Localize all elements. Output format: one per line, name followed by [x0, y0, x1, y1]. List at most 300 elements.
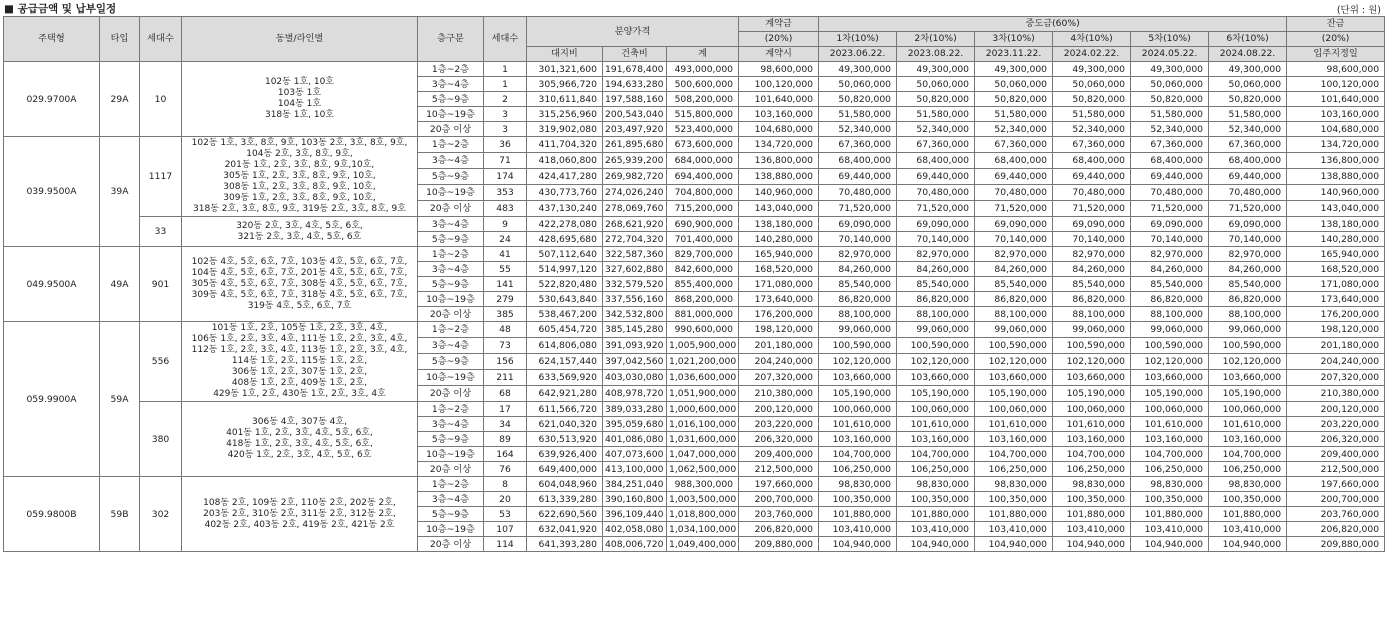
land-cost-cell: 422,278,080: [527, 217, 603, 232]
header-balance-when: 입주지정일: [1287, 47, 1385, 62]
row-households-cell: 385: [484, 307, 527, 322]
building-cost-cell: 403,030,080: [603, 370, 667, 386]
middle3-cell: 104,700,000: [975, 447, 1053, 462]
middle2-cell: 85,540,000: [897, 277, 975, 292]
middle3-cell: 52,340,000: [975, 122, 1053, 137]
middle1-cell: 71,520,000: [819, 201, 897, 217]
building-cost-cell: 397,042,560: [603, 354, 667, 370]
header-building: 건축비: [603, 47, 667, 62]
middle3-cell: 67,360,000: [975, 137, 1053, 153]
land-cost-cell: 301,321,600: [527, 62, 603, 77]
floor-cell: 10층~19층: [418, 522, 484, 537]
dong-line-text: 306동 4호, 307동 4호,: [252, 417, 347, 427]
middle4-cell: 100,060,000: [1053, 402, 1131, 417]
total-price-cell: 990,600,000: [667, 322, 739, 338]
total-price-cell: 523,400,000: [667, 122, 739, 137]
middle6-cell: 85,540,000: [1209, 277, 1287, 292]
middle5-cell: 68,400,000: [1131, 153, 1209, 169]
floor-cell: 5층~9층: [418, 232, 484, 247]
middle3-cell: 71,520,000: [975, 201, 1053, 217]
middle3-cell: 49,300,000: [975, 62, 1053, 77]
total-price-cell: 842,600,000: [667, 262, 739, 277]
middle1-cell: 70,140,000: [819, 232, 897, 247]
middle5-cell: 52,340,000: [1131, 122, 1209, 137]
middle4-cell: 99,060,000: [1053, 322, 1131, 338]
households-cell: 1117: [140, 137, 182, 217]
middle3-cell: 100,350,000: [975, 492, 1053, 507]
middle6-cell: 102,120,000: [1209, 354, 1287, 370]
middle6-cell: 101,610,000: [1209, 417, 1287, 432]
middle5-cell: 67,360,000: [1131, 137, 1209, 153]
building-cost-cell: 396,109,440: [603, 507, 667, 522]
middle4-cell: 70,480,000: [1053, 185, 1131, 201]
total-price-cell: 988,300,000: [667, 477, 739, 492]
floor-cell: 5층~9층: [418, 92, 484, 107]
middle4-cell: 84,260,000: [1053, 262, 1131, 277]
deposit-cell: 173,640,000: [739, 292, 819, 307]
middle6-cell: 67,360,000: [1209, 137, 1287, 153]
row-households-cell: 71: [484, 153, 527, 169]
total-price-cell: 1,005,900,000: [667, 338, 739, 354]
header-d2: 2023.08.22.: [897, 47, 975, 62]
balance-cell: 143,040,000: [1287, 201, 1385, 217]
land-cost-cell: 428,695,680: [527, 232, 603, 247]
row-households-cell: 279: [484, 292, 527, 307]
middle5-cell: 102,120,000: [1131, 354, 1209, 370]
deposit-cell: 165,940,000: [739, 247, 819, 262]
deposit-cell: 212,500,000: [739, 462, 819, 477]
dong-line-text: 305동 4호, 5호, 6호, 7호, 308동 4호, 5호, 6호, 7호,: [191, 278, 408, 289]
dong-line-text: 108동 2호, 109동 2호, 110동 2호, 202동 2호,: [203, 497, 396, 508]
row-households-cell: 53: [484, 507, 527, 522]
total-price-cell: 1,049,400,000: [667, 537, 739, 552]
header-households2: 세대수: [484, 17, 527, 62]
dong-line-text: 201동 1호, 2호, 3호, 8호, 9호,10호,: [224, 160, 375, 170]
row-households-cell: 211: [484, 370, 527, 386]
middle5-cell: 50,060,000: [1131, 77, 1209, 92]
type-cell: 29A: [100, 62, 140, 137]
land-cost-cell: 530,643,840: [527, 292, 603, 307]
floor-cell: 3층~4층: [418, 492, 484, 507]
middle1-cell: 103,410,000: [819, 522, 897, 537]
deposit-cell: 197,660,000: [739, 477, 819, 492]
middle5-cell: 51,580,000: [1131, 107, 1209, 122]
balance-cell: 134,720,000: [1287, 137, 1385, 153]
middle6-cell: 69,440,000: [1209, 169, 1287, 185]
middle5-cell: 106,250,000: [1131, 462, 1209, 477]
balance-cell: 176,200,000: [1287, 307, 1385, 322]
land-cost-cell: 310,611,840: [527, 92, 603, 107]
header-households: 세대수: [140, 17, 182, 62]
dong-line-text: 318동 1호, 10호: [264, 110, 335, 120]
row-households-cell: 24: [484, 232, 527, 247]
row-households-cell: 55: [484, 262, 527, 277]
dong-line-text: 102동 1호, 10호: [264, 77, 335, 87]
header-dong-line: 동별/라인별: [182, 17, 418, 62]
header-house-type: 주택형: [4, 17, 100, 62]
middle6-cell: 98,830,000: [1209, 477, 1287, 492]
middle6-cell: 49,300,000: [1209, 62, 1287, 77]
building-cost-cell: 265,939,200: [603, 153, 667, 169]
land-cost-cell: 418,060,800: [527, 153, 603, 169]
middle1-cell: 104,700,000: [819, 447, 897, 462]
middle4-cell: 70,140,000: [1053, 232, 1131, 247]
middle1-cell: 98,830,000: [819, 477, 897, 492]
middle3-cell: 100,590,000: [975, 338, 1053, 354]
middle2-cell: 98,830,000: [897, 477, 975, 492]
deposit-cell: 200,700,000: [739, 492, 819, 507]
middle4-cell: 104,940,000: [1053, 537, 1131, 552]
deposit-cell: 201,180,000: [739, 338, 819, 354]
middle1-cell: 105,190,000: [819, 386, 897, 402]
deposit-cell: 98,600,000: [739, 62, 819, 77]
row-households-cell: 20: [484, 492, 527, 507]
house-type-cell: 059.9900A: [4, 322, 100, 477]
middle6-cell: 101,880,000: [1209, 507, 1287, 522]
middle5-cell: 103,410,000: [1131, 522, 1209, 537]
dong-line-text: 305동 1호, 2호, 3호, 8호, 9호, 10호,: [223, 171, 376, 181]
deposit-cell: 136,800,000: [739, 153, 819, 169]
deposit-cell: 198,120,000: [739, 322, 819, 338]
middle1-cell: 101,880,000: [819, 507, 897, 522]
balance-cell: 103,160,000: [1287, 107, 1385, 122]
row-households-cell: 1: [484, 62, 527, 77]
households-cell: 33: [140, 217, 182, 247]
building-cost-cell: 408,978,720: [603, 386, 667, 402]
households-cell: 901: [140, 247, 182, 322]
middle5-cell: 69,440,000: [1131, 169, 1209, 185]
balance-cell: 140,960,000: [1287, 185, 1385, 201]
floor-cell: 1층~2층: [418, 62, 484, 77]
land-cost-cell: 430,773,760: [527, 185, 603, 201]
deposit-cell: 134,720,000: [739, 137, 819, 153]
middle6-cell: 105,190,000: [1209, 386, 1287, 402]
header-type: 타입: [100, 17, 140, 62]
building-cost-cell: 269,982,720: [603, 169, 667, 185]
deposit-cell: 176,200,000: [739, 307, 819, 322]
land-cost-cell: 319,902,080: [527, 122, 603, 137]
total-price-cell: 701,400,000: [667, 232, 739, 247]
building-cost-cell: 197,588,160: [603, 92, 667, 107]
middle6-cell: 106,250,000: [1209, 462, 1287, 477]
middle1-cell: 51,580,000: [819, 107, 897, 122]
middle2-cell: 70,140,000: [897, 232, 975, 247]
middle3-cell: 50,060,000: [975, 77, 1053, 92]
middle6-cell: 88,100,000: [1209, 307, 1287, 322]
middle4-cell: 82,970,000: [1053, 247, 1131, 262]
row-households-cell: 36: [484, 137, 527, 153]
middle4-cell: 88,100,000: [1053, 307, 1131, 322]
row-households-cell: 1: [484, 77, 527, 92]
floor-cell: 3층~4층: [418, 77, 484, 92]
dong-line-text: 101동 1호, 2호, 105동 1호, 2호, 3호, 4호,: [211, 323, 388, 333]
middle1-cell: 84,260,000: [819, 262, 897, 277]
row-households-cell: 34: [484, 417, 527, 432]
middle5-cell: 50,820,000: [1131, 92, 1209, 107]
row-households-cell: 89: [484, 432, 527, 447]
row-households-cell: 8: [484, 477, 527, 492]
middle6-cell: 82,970,000: [1209, 247, 1287, 262]
total-price-cell: 1,051,900,000: [667, 386, 739, 402]
middle4-cell: 69,090,000: [1053, 217, 1131, 232]
floor-cell: 20층 이상: [418, 307, 484, 322]
dong-line-text: 104동 1호: [277, 99, 322, 109]
middle6-cell: 50,820,000: [1209, 92, 1287, 107]
row-households-cell: 164: [484, 447, 527, 462]
building-cost-cell: 200,543,040: [603, 107, 667, 122]
middle5-cell: 82,970,000: [1131, 247, 1209, 262]
middle2-cell: 69,440,000: [897, 169, 975, 185]
building-cost-cell: 337,556,160: [603, 292, 667, 307]
header-deposit-when: 계약시: [739, 47, 819, 62]
middle5-cell: 70,480,000: [1131, 185, 1209, 201]
balance-cell: 209,400,000: [1287, 447, 1385, 462]
deposit-cell: 143,040,000: [739, 201, 819, 217]
dong-line-text: 402동 2호, 403동 2호, 419동 2호, 421동 2호: [204, 519, 395, 530]
dong-line-cell: [182, 477, 418, 552]
total-price-cell: 881,000,000: [667, 307, 739, 322]
middle1-cell: 103,660,000: [819, 370, 897, 386]
table-row: [4, 62, 1385, 77]
floor-cell: 3층~4층: [418, 217, 484, 232]
middle3-cell: 103,410,000: [975, 522, 1053, 537]
middle3-cell: 100,060,000: [975, 402, 1053, 417]
table-row: [4, 137, 1385, 153]
middle2-cell: 51,580,000: [897, 107, 975, 122]
dong-line-text: 320동 2호, 3호, 4호, 5호, 6호,: [236, 220, 363, 231]
floor-cell: 1층~2층: [418, 247, 484, 262]
middle6-cell: 68,400,000: [1209, 153, 1287, 169]
total-price-cell: 684,000,000: [667, 153, 739, 169]
building-cost-cell: 274,026,240: [603, 185, 667, 201]
deposit-cell: 210,380,000: [739, 386, 819, 402]
row-households-cell: 3: [484, 107, 527, 122]
land-cost-cell: 538,467,200: [527, 307, 603, 322]
floor-cell: 5층~9층: [418, 507, 484, 522]
type-cell: 49A: [100, 247, 140, 322]
building-cost-cell: 384,251,040: [603, 477, 667, 492]
middle2-cell: 49,300,000: [897, 62, 975, 77]
floor-cell: 3층~4층: [418, 262, 484, 277]
middle6-cell: 104,700,000: [1209, 447, 1287, 462]
building-cost-cell: 407,073,600: [603, 447, 667, 462]
middle5-cell: 105,190,000: [1131, 386, 1209, 402]
balance-cell: 138,880,000: [1287, 169, 1385, 185]
deposit-cell: 104,680,000: [739, 122, 819, 137]
middle2-cell: 104,700,000: [897, 447, 975, 462]
deposit-cell: 103,160,000: [739, 107, 819, 122]
floor-cell: 20층 이상: [418, 462, 484, 477]
land-cost-cell: 633,569,920: [527, 370, 603, 386]
table-header: [4, 17, 1385, 62]
dong-line-text: 112동 1호, 2호, 3호, 4호, 113동 1호, 2호, 3호, 4호,: [191, 345, 408, 355]
middle2-cell: 103,160,000: [897, 432, 975, 447]
total-price-cell: 1,000,600,000: [667, 402, 739, 417]
deposit-cell: 203,220,000: [739, 417, 819, 432]
row-households-cell: 76: [484, 462, 527, 477]
dong-line-cell: [182, 62, 418, 137]
land-cost-cell: 424,417,280: [527, 169, 603, 185]
building-cost-cell: 391,093,920: [603, 338, 667, 354]
middle5-cell: 99,060,000: [1131, 322, 1209, 338]
total-price-cell: 508,200,000: [667, 92, 739, 107]
middle4-cell: 101,610,000: [1053, 417, 1131, 432]
middle6-cell: 103,410,000: [1209, 522, 1287, 537]
middle3-cell: 104,940,000: [975, 537, 1053, 552]
floor-cell: 20층 이상: [418, 201, 484, 217]
header-m5: 5차(10%): [1131, 32, 1209, 47]
header-d3: 2023.11.22.: [975, 47, 1053, 62]
middle1-cell: 103,160,000: [819, 432, 897, 447]
middle5-cell: 85,540,000: [1131, 277, 1209, 292]
middle5-cell: 104,940,000: [1131, 537, 1209, 552]
middle3-cell: 69,440,000: [975, 169, 1053, 185]
table-body: [4, 62, 1385, 552]
middle1-cell: 67,360,000: [819, 137, 897, 153]
middle2-cell: 50,060,000: [897, 77, 975, 92]
floor-cell: 3층~4층: [418, 417, 484, 432]
total-price-cell: 673,600,000: [667, 137, 739, 153]
total-price-cell: 868,200,000: [667, 292, 739, 307]
deposit-cell: 138,180,000: [739, 217, 819, 232]
land-cost-cell: 611,566,720: [527, 402, 603, 417]
middle5-cell: 103,660,000: [1131, 370, 1209, 386]
total-price-cell: 694,400,000: [667, 169, 739, 185]
total-price-cell: 1,062,500,000: [667, 462, 739, 477]
middle2-cell: 100,060,000: [897, 402, 975, 417]
middle5-cell: 104,700,000: [1131, 447, 1209, 462]
middle2-cell: 82,970,000: [897, 247, 975, 262]
dong-line-text: 114동 1호, 2호, 115동 1호, 2호,: [231, 356, 368, 366]
dong-line-cell: [182, 402, 418, 477]
middle5-cell: 101,610,000: [1131, 417, 1209, 432]
middle2-cell: 103,410,000: [897, 522, 975, 537]
middle4-cell: 67,360,000: [1053, 137, 1131, 153]
header-d5: 2024.05.22.: [1131, 47, 1209, 62]
middle4-cell: 71,520,000: [1053, 201, 1131, 217]
middle1-cell: 70,480,000: [819, 185, 897, 201]
middle1-cell: 86,820,000: [819, 292, 897, 307]
middle3-cell: 68,400,000: [975, 153, 1053, 169]
middle6-cell: 69,090,000: [1209, 217, 1287, 232]
middle1-cell: 68,400,000: [819, 153, 897, 169]
middle3-cell: 106,250,000: [975, 462, 1053, 477]
header-price: 분양가격: [527, 17, 739, 47]
middle2-cell: 101,610,000: [897, 417, 975, 432]
middle1-cell: 99,060,000: [819, 322, 897, 338]
land-cost-cell: 514,997,120: [527, 262, 603, 277]
deposit-cell: 207,320,000: [739, 370, 819, 386]
deposit-cell: 204,240,000: [739, 354, 819, 370]
building-cost-cell: 322,587,360: [603, 247, 667, 262]
balance-cell: 206,820,000: [1287, 522, 1385, 537]
middle3-cell: 82,970,000: [975, 247, 1053, 262]
dong-line-cell: [182, 217, 418, 247]
middle1-cell: 49,300,000: [819, 62, 897, 77]
dong-line-text: 408동 1호, 2호, 409동 1호, 2호,: [231, 378, 368, 388]
header-total: 계: [667, 47, 739, 62]
middle4-cell: 100,590,000: [1053, 338, 1131, 354]
deposit-cell: 140,280,000: [739, 232, 819, 247]
middle1-cell: 88,100,000: [819, 307, 897, 322]
page-title: ■ 공급금액 및 납부일정: [4, 3, 117, 15]
land-cost-cell: 315,256,960: [527, 107, 603, 122]
floor-cell: 5층~9층: [418, 169, 484, 185]
middle1-cell: 102,120,000: [819, 354, 897, 370]
middle4-cell: 102,120,000: [1053, 354, 1131, 370]
dong-line-text: 102동 1호, 3호, 8호, 9호, 103동 2호, 3호, 8호, 9호,: [191, 138, 408, 148]
middle1-cell: 69,440,000: [819, 169, 897, 185]
households-cell: 10: [140, 62, 182, 137]
row-households-cell: 353: [484, 185, 527, 201]
middle4-cell: 104,700,000: [1053, 447, 1131, 462]
table-row: [4, 322, 1385, 338]
middle4-cell: 100,350,000: [1053, 492, 1131, 507]
balance-cell: 201,180,000: [1287, 338, 1385, 354]
row-households-cell: 483: [484, 201, 527, 217]
middle6-cell: 86,820,000: [1209, 292, 1287, 307]
building-cost-cell: 401,086,080: [603, 432, 667, 447]
total-price-cell: 690,900,000: [667, 217, 739, 232]
middle6-cell: 103,160,000: [1209, 432, 1287, 447]
balance-cell: 171,080,000: [1287, 277, 1385, 292]
floor-cell: 5층~9층: [418, 432, 484, 447]
middle3-cell: 103,660,000: [975, 370, 1053, 386]
balance-cell: 104,680,000: [1287, 122, 1385, 137]
balance-cell: 98,600,000: [1287, 62, 1385, 77]
middle1-cell: 101,610,000: [819, 417, 897, 432]
deposit-cell: 203,760,000: [739, 507, 819, 522]
land-cost-cell: 305,966,720: [527, 77, 603, 92]
building-cost-cell: 278,069,760: [603, 201, 667, 217]
middle5-cell: 70,140,000: [1131, 232, 1209, 247]
dong-line-text: 104동 4호, 5호, 6호, 7호, 201동 4호, 5호, 6호, 7호,: [191, 267, 408, 278]
total-price-cell: 715,200,000: [667, 201, 739, 217]
row-households-cell: 73: [484, 338, 527, 354]
middle4-cell: 49,300,000: [1053, 62, 1131, 77]
land-cost-cell: 649,400,000: [527, 462, 603, 477]
middle5-cell: 98,830,000: [1131, 477, 1209, 492]
middle5-cell: 49,300,000: [1131, 62, 1209, 77]
middle5-cell: 103,160,000: [1131, 432, 1209, 447]
middle6-cell: 50,060,000: [1209, 77, 1287, 92]
dong-line-text: 203동 2호, 310동 2호, 311동 2호, 312동 2호,: [203, 508, 396, 519]
middle2-cell: 102,120,000: [897, 354, 975, 370]
unit-label: (단위 : 원): [1336, 5, 1381, 16]
header-land: 대지비: [527, 47, 603, 62]
header-deposit-pct: (20%): [739, 32, 819, 47]
floor-cell: 1층~2층: [418, 402, 484, 417]
middle3-cell: 50,820,000: [975, 92, 1053, 107]
header-d6: 2024.08.22.: [1209, 47, 1287, 62]
middle6-cell: 52,340,000: [1209, 122, 1287, 137]
balance-cell: 206,320,000: [1287, 432, 1385, 447]
header-floor: 층구분: [418, 17, 484, 62]
balance-cell: 200,120,000: [1287, 402, 1385, 417]
middle1-cell: 106,250,000: [819, 462, 897, 477]
header-m4: 4차(10%): [1053, 32, 1131, 47]
total-price-cell: 1,018,800,000: [667, 507, 739, 522]
balance-cell: 100,120,000: [1287, 77, 1385, 92]
deposit-cell: 140,960,000: [739, 185, 819, 201]
total-price-cell: 493,000,000: [667, 62, 739, 77]
dong-line-text: 420동 1호, 2호, 3호, 4호, 5호, 6호: [227, 450, 372, 460]
balance-cell: 140,280,000: [1287, 232, 1385, 247]
total-price-cell: 500,600,000: [667, 77, 739, 92]
total-price-cell: 1,016,100,000: [667, 417, 739, 432]
land-cost-cell: 605,454,720: [527, 322, 603, 338]
deposit-cell: 101,640,000: [739, 92, 819, 107]
